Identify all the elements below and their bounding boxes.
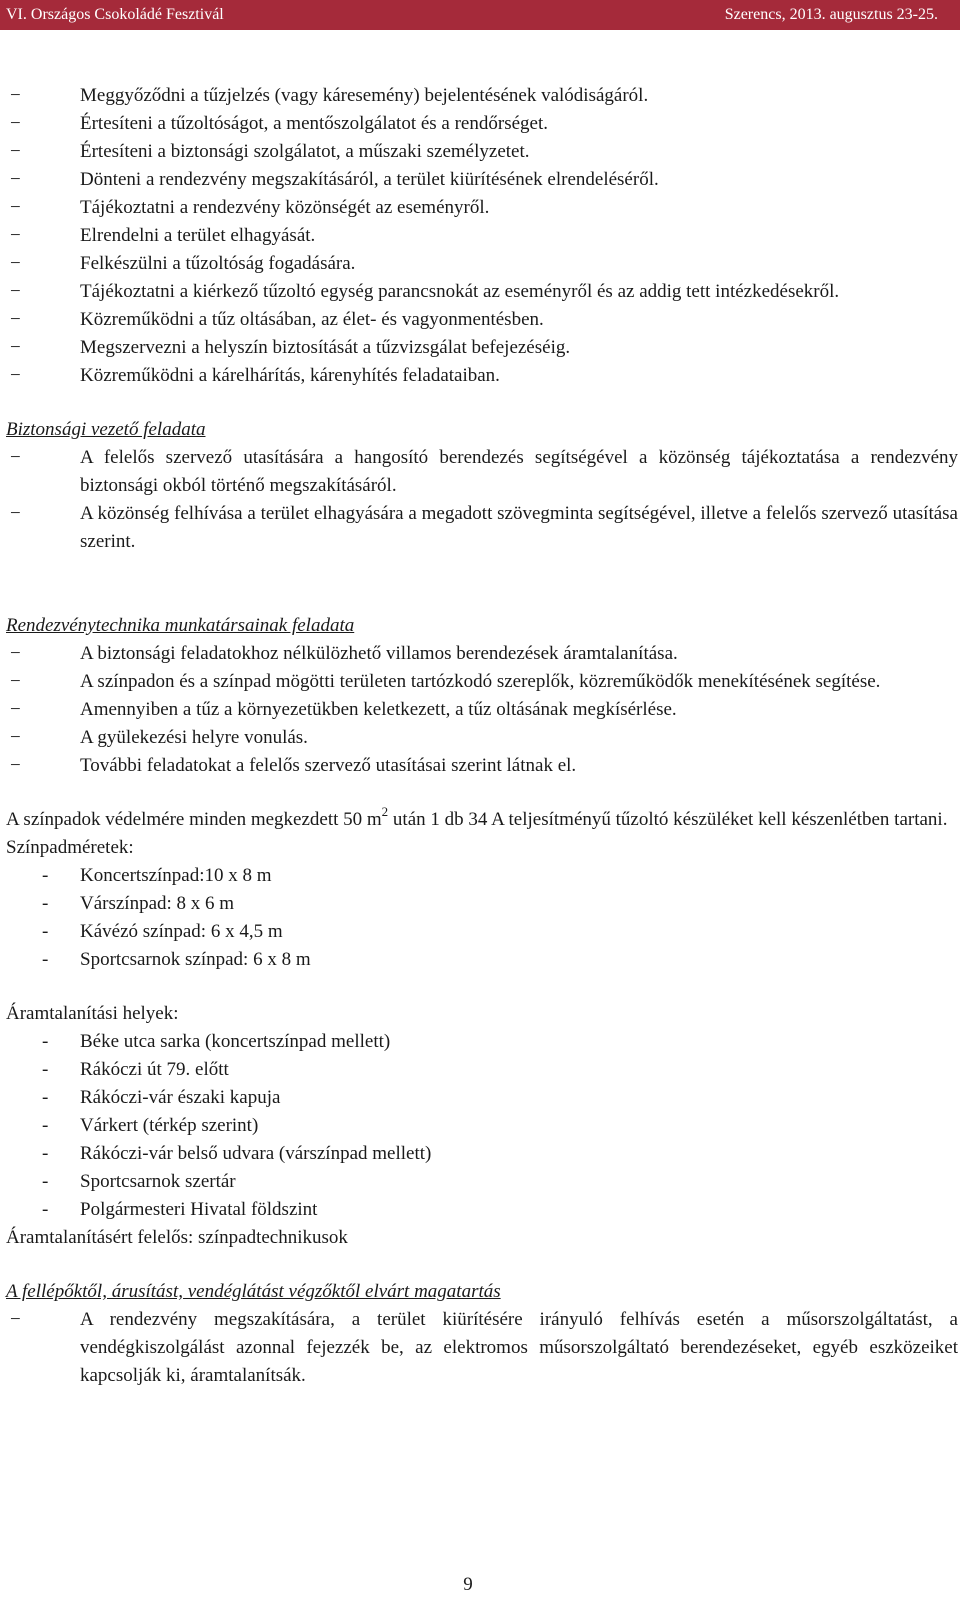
list-item: − Közreműködni a tűz oltásában, az élet- és vagyonmentésben. xyxy=(6,306,958,334)
header-place-date: Szerencs, 2013. augusztus 23-25. xyxy=(724,6,938,23)
list-item: − Értesíteni a tűzoltóságot, a mentőszolgálatot és a rendőrséget. xyxy=(6,110,958,138)
list-item: − A színpadon és a színpad mögötti területen tartózkodó szereplők, közreműködők menekítésének segítése. xyxy=(6,668,958,696)
list-item: - Kávézó színpad: 6 x 4,5 m xyxy=(6,918,958,946)
list-item: − A biztonsági feladatokhoz nélkülözhető villamos berendezések áramtalanítása. xyxy=(6,640,958,668)
power-off-responsible: Áramtalanításért felelős: színpadtechnikusok xyxy=(6,1227,348,1248)
list-item: - Sportcsarnok színpad: 6 x 8 m xyxy=(6,946,958,974)
header-event-title: VI. Országos Csokoládé Fesztivál xyxy=(6,6,224,23)
list-item: − Tájékoztatni a rendezvény közönségét az eseményről. xyxy=(6,194,958,222)
list-item: − Amennyiben a tűz a környezetükben keletkezett, a tűz oltásának megkísérlése. xyxy=(6,696,958,724)
stage-sizes-title: Színpadméretek: xyxy=(6,837,134,858)
page-header xyxy=(0,0,960,30)
performers-heading: A fellépőktől, árusítást, vendéglátást végzőktől elvárt magatartás xyxy=(6,1281,501,1302)
list-item: − A felelős szervező utasítására a hangosító berendezés segítségével a közönség tájékoztatása a rendezvény biztonsági okból történő megszakításáról. xyxy=(6,444,958,500)
power-off-places-title: Áramtalanítási helyek: xyxy=(6,1003,179,1024)
list-item: - Rákóczi út 79. előtt xyxy=(6,1056,958,1084)
list-item: - Várkert (térkép szerint) xyxy=(6,1112,958,1140)
list-item: − Tájékoztatni a kiérkező tűzoltó egység parancsnokát az eseményről és az addig tett intézkedésekről. xyxy=(6,278,958,306)
list-item: − A rendezvény megszakítására, a terület kiürítésére irányuló felhívás esetén a műsorszolgáltatást, a vendégkiszolgálást azonnal fejezzék be, az elektromos műsorszolgáltató berendezéseket, egyéb eszközeiket kapcsolják ki, áramtalanítsák. xyxy=(6,1306,958,1390)
list-item: − Megszervezni a helyszín biztosítását a tűzvizsgálat befejezéséig. xyxy=(6,334,958,362)
list-item: - Rákóczi-vár északi kapuja xyxy=(6,1084,958,1112)
list-item: − Elrendelni a terület elhagyását. xyxy=(6,222,958,250)
stage-tech-task-list xyxy=(6,640,958,780)
list-item: - Béke utca sarka (koncertszínpad mellett) xyxy=(6,1028,958,1056)
list-item: − Meggyőződni a tűzjelzés (vagy káresemény) bejelentésének valódiságáról. xyxy=(6,82,958,110)
page-content xyxy=(6,82,958,1390)
stage-protection-text-before: A színpadok védelmére minden megkezdett 50 m xyxy=(6,809,382,830)
power-off-places-list xyxy=(6,1028,958,1224)
performers-task-list xyxy=(6,1306,958,1390)
stage-sizes-list xyxy=(6,862,958,974)
list-item: − Közreműködni a kárelhárítás, kárenyhítés feladataiban. xyxy=(6,362,958,390)
list-item: − A gyülekezési helyre vonulás. xyxy=(6,724,958,752)
stage-tech-heading: Rendezvénytechnika munkatársainak feladata xyxy=(6,615,355,636)
list-item: − A közönség felhívása a terület elhagyására a megadott szövegminta segítségével, illetve a felelős szervező utasítása szerint. xyxy=(6,500,958,556)
security-leader-heading: Biztonsági vezető feladata xyxy=(6,419,206,440)
list-item: − Dönteni a rendezvény megszakításáról, a terület kiürítésének elrendeléséről. xyxy=(6,166,958,194)
square-superscript: 2 xyxy=(381,803,389,819)
stage-protection-text-after: után 1 db 34 A teljesítményű tűzoltó készüléket kell készenlétben tartani. xyxy=(388,809,948,830)
list-item: - Polgármesteri Hivatal földszint xyxy=(6,1196,958,1224)
page-number: 9 xyxy=(463,1574,473,1595)
stage-protection-paragraph xyxy=(6,803,958,834)
security-leader-task-list xyxy=(6,444,958,556)
list-item: - Várszínpad: 8 x 6 m xyxy=(6,890,958,918)
list-item: − További feladatokat a felelős szervező utasításai szerint látnak el. xyxy=(6,752,958,780)
list-item: - Koncertszínpad:10 x 8 m xyxy=(6,862,958,890)
list-item: - Rákóczi-vár belső udvara (várszínpad mellett) xyxy=(6,1140,958,1168)
fire-response-task-list xyxy=(6,82,958,390)
list-item: − Felkészülni a tűzoltóság fogadására. xyxy=(6,250,958,278)
list-item: - Sportcsarnok szertár xyxy=(6,1168,958,1196)
list-item: − Értesíteni a biztonsági szolgálatot, a műszaki személyzetet. xyxy=(6,138,958,166)
